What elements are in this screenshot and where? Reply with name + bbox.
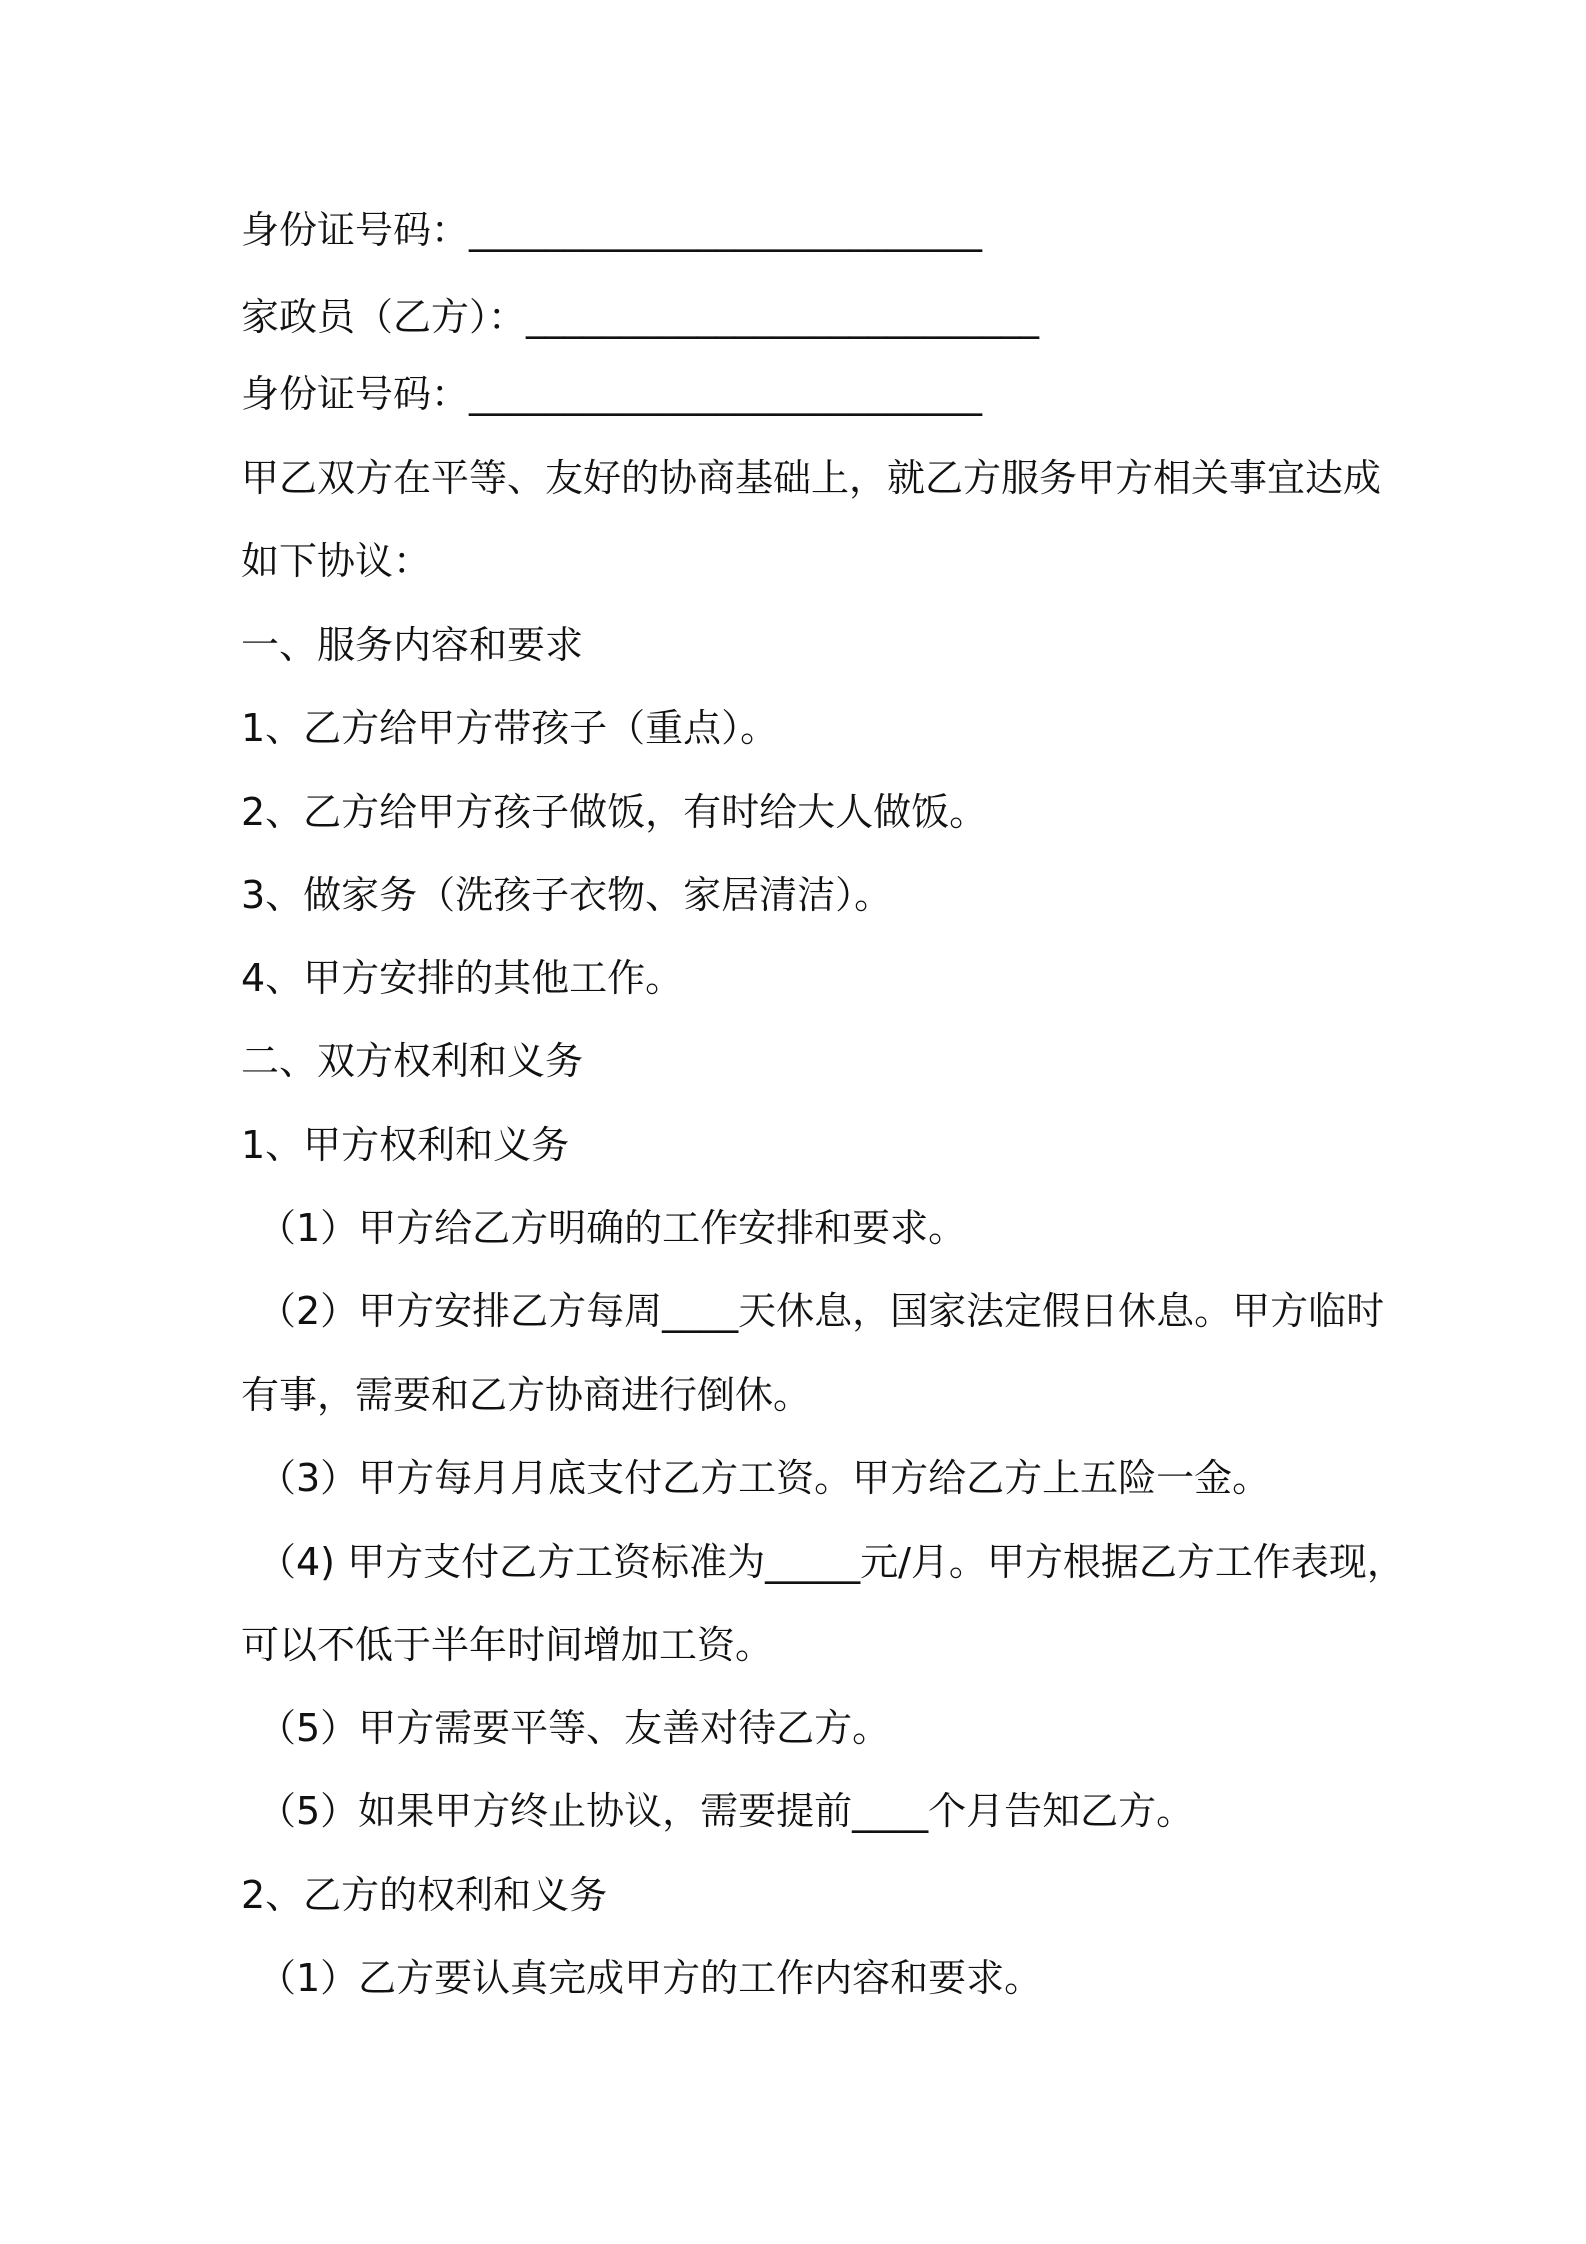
id-number-line-party-b: 身份证号码：___________________________ (241, 372, 983, 416)
preamble-line-2: 如下协议： (241, 539, 432, 583)
party-b-clause-1: （1）乙方要认真完成甲方的工作内容和要求。 (258, 1956, 1043, 2000)
party-a-clause-4: （4) 甲方支付乙方工资标准为_____元/月。甲方根据乙方工作表现， (258, 1540, 1405, 1584)
housekeeper-party-b-line: 家政员（乙方）：___________________________ (241, 295, 1040, 339)
section-heading-rights: 二、双方权利和义务 (241, 1039, 584, 1083)
id-number-line-party-a: 身份证号码：___________________________ (241, 208, 983, 252)
service-item-3: 3、做家务（洗孩子衣物、家居清洁）。 (241, 873, 893, 917)
party-a-clause-6: （5）如果甲方终止协议，需要提前____个月告知乙方。 (258, 1789, 1195, 1833)
preamble-line-1: 甲乙双方在平等、友好的协商基础上，就乙方服务甲方相关事宜达成 (241, 456, 1382, 500)
service-item-4: 4、甲方安排的其他工作。 (241, 956, 684, 1000)
subsection-party-b: 2、乙方的权利和义务 (241, 1873, 608, 1917)
subsection-party-a: 1、甲方权利和义务 (241, 1123, 570, 1167)
service-item-1: 1、乙方给甲方带孩子（重点）。 (241, 706, 779, 750)
party-a-clause-2: （2）甲方安排乙方每周____天休息，国家法定假日休息。甲方临时 (258, 1289, 1385, 1333)
party-a-clause-5: （5）甲方需要平等、友善对待乙方。 (258, 1706, 891, 1750)
service-item-2: 2、乙方给甲方孩子做饭，有时给大人做饭。 (241, 790, 988, 834)
party-a-clause-2-cont: 有事，需要和乙方协商进行倒休。 (241, 1373, 812, 1417)
party-a-clause-1: （1）甲方给乙方明确的工作安排和要求。 (258, 1206, 967, 1250)
section-heading-service: 一、服务内容和要求 (241, 623, 584, 667)
party-a-clause-3: （3）甲方每月月底支付乙方工资。甲方给乙方上五险一金。 (258, 1456, 1271, 1500)
party-a-clause-4-cont: 可以不低于半年时间增加工资。 (241, 1623, 774, 1667)
